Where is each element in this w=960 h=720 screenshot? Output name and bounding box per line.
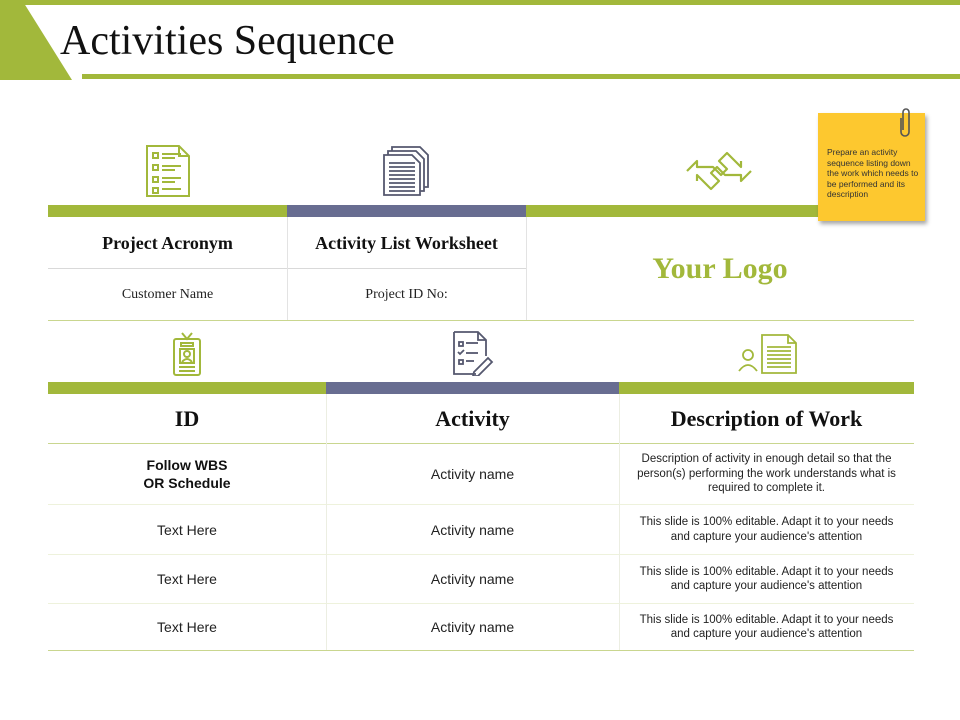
divider [48, 443, 914, 444]
table-cell-description: This slide is 100% editable. Adapt it to your needs and capture your audience's attention [639, 565, 894, 592]
arrows-exchange-icon [683, 148, 755, 194]
table-bar-3 [619, 382, 914, 394]
info-header-activity-list: Activity List Worksheet [315, 232, 498, 253]
documents-icon [382, 145, 430, 197]
table-cell-description: Description of activity in enough detail so that the person(s) performing the work understands what is required to complete it. [637, 453, 896, 495]
table-cell-activity: Activity name [430, 466, 515, 482]
table-bar-2 [326, 382, 619, 394]
table-cell-id: Text Here [157, 571, 217, 587]
divider [48, 320, 914, 321]
table-cell-activity: Activity name [430, 521, 515, 538]
logo-placeholder: Your Logo [652, 251, 788, 285]
sticky-note-text: Prepare an activity sequence listing down the work which needs to be performed and its description [827, 147, 919, 200]
id-line-1: Follow WBS [146, 457, 228, 473]
divider [287, 217, 288, 320]
info-header-project-acronym: Project Acronym [102, 232, 233, 253]
table-cell-description: This slide is 100% editable. Adapt it to your needs and capture your audience's attention [639, 613, 894, 640]
table-bar-1 [48, 382, 326, 394]
info-value-project-id: Project ID No: [365, 286, 448, 302]
divider [48, 504, 914, 505]
divider [326, 394, 327, 650]
table-cell-activity: Activity name [430, 619, 515, 635]
column-header-activity: Activity [435, 405, 510, 431]
divider [48, 603, 914, 604]
info-value-customer-name: Customer Name [121, 286, 214, 302]
checklist-pen-icon [452, 330, 494, 376]
column-header-id: ID [174, 405, 200, 431]
divider [48, 650, 914, 651]
divider [48, 554, 914, 555]
column-header-description: Description of Work [670, 405, 863, 431]
id-line-2: OR Schedule [143, 475, 231, 491]
checklist-icon [145, 144, 191, 198]
title-underline [82, 74, 960, 79]
info-bar-2 [287, 205, 526, 217]
table-cell-id: Text Here [157, 521, 217, 538]
user-document-icon [736, 333, 798, 375]
divider [619, 394, 620, 650]
header-top-line [0, 0, 960, 5]
page-title: Activities Sequence [60, 18, 395, 64]
info-bar-1 [48, 205, 287, 217]
table-cell-id: Text Here [157, 619, 217, 635]
divider [526, 217, 527, 320]
table-cell-id [48, 444, 326, 504]
id-badge-icon [171, 331, 203, 377]
table-cell-description: This slide is 100% editable. Adapt it to your needs and capture your audience's attention [639, 516, 894, 543]
table-cell-activity: Activity name [430, 571, 515, 587]
paperclip-icon [897, 106, 913, 145]
